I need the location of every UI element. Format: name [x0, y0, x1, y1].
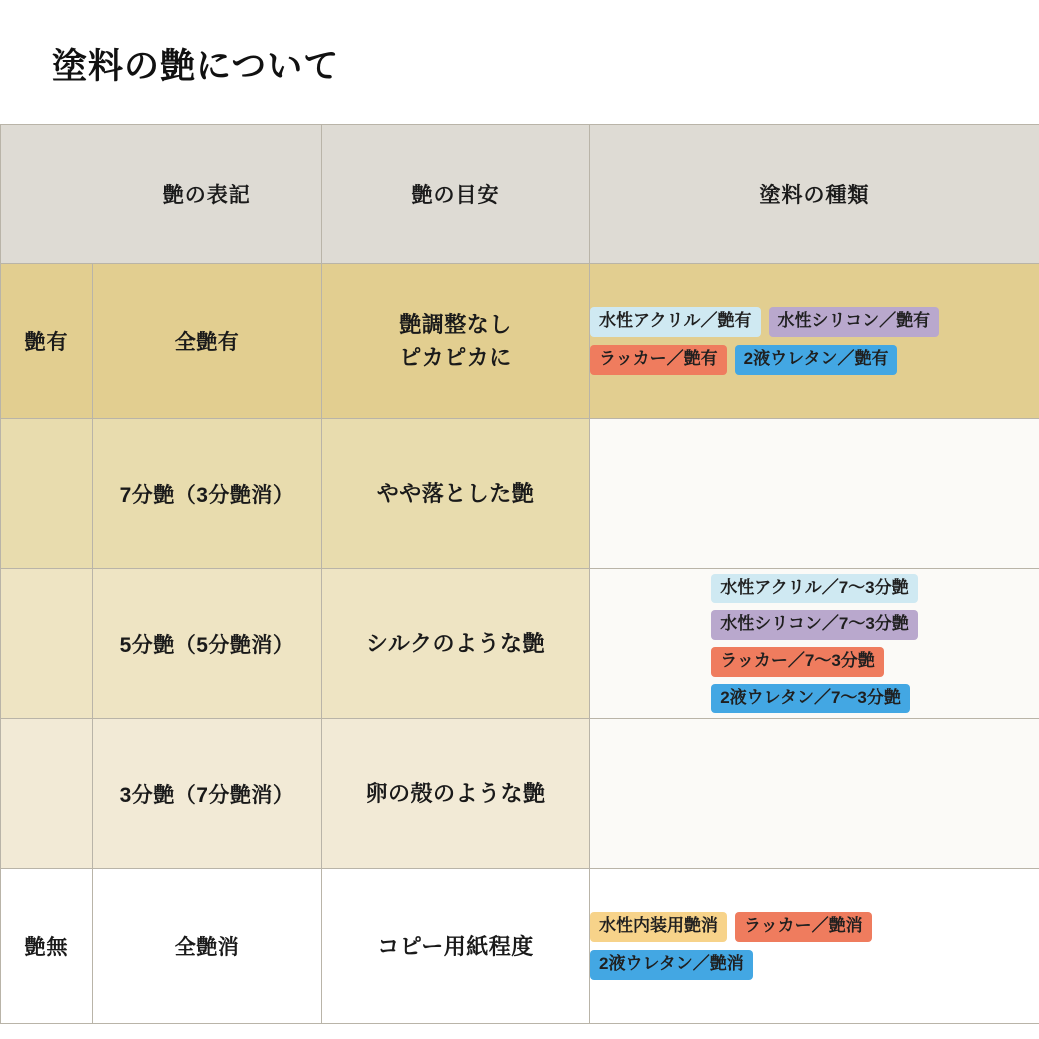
row-paints: [590, 869, 1039, 1024]
paint-chip: 水性アクリル／艶有: [590, 307, 761, 337]
row-paints: [590, 419, 1039, 569]
row-paints: [590, 264, 1039, 419]
paint-chip: ラッカー／7〜3分艶: [711, 647, 884, 677]
paint-chip: ラッカー／艶有: [590, 345, 727, 375]
row-notation: 5分艶（5分艶消）: [93, 569, 322, 719]
paint-chip: 2液ウレタン／7〜3分艶: [711, 684, 910, 714]
header-cell-blank: [1, 125, 93, 264]
paint-chip: ラッカー／艶消: [735, 912, 872, 942]
row-paints: [590, 569, 1039, 719]
row-category: 艶無: [1, 869, 93, 1024]
row-guide: やや落とした艶: [322, 419, 590, 569]
paint-chip: 水性シリコン／7〜3分艶: [711, 610, 918, 640]
header-cell-paint-type: 塗料の種類: [590, 125, 1039, 264]
paint-chip: 水性シリコン／艶有: [769, 307, 940, 337]
row-category: [1, 419, 93, 569]
row-guide: [322, 264, 590, 419]
paint-chip: 水性アクリル／7〜3分艶: [711, 574, 917, 604]
table-row: [1, 264, 1039, 419]
row-notation: 7分艶（3分艶消）: [93, 419, 322, 569]
table-row: [1, 419, 1039, 569]
guide-line: 艶調整なし: [399, 312, 512, 337]
row-notation: 全艶有: [93, 264, 322, 419]
header-cell-notation: 艶の表記: [93, 125, 322, 264]
row-guide: シルクのような艶: [322, 569, 590, 719]
row-guide: 卵の殻のような艶: [322, 719, 590, 869]
header-row: [1, 125, 1039, 264]
row-paints: [590, 719, 1039, 869]
paint-chip-group: [590, 574, 1039, 714]
row-category: 艶有: [1, 264, 93, 419]
header-cell-guide: 艶の目安: [322, 125, 590, 264]
table-row: [1, 869, 1039, 1024]
table-row: [1, 719, 1039, 869]
table-row: [1, 569, 1039, 719]
table-header: [1, 125, 1039, 264]
row-category: [1, 719, 93, 869]
page-title: 塗料の艶について: [52, 47, 340, 86]
paint-chip-group: [590, 912, 1039, 979]
row-notation: 3分艶（7分艶消）: [93, 719, 322, 869]
row-guide: コピー用紙程度: [322, 869, 590, 1024]
paint-chip: 水性内装用艶消: [590, 912, 727, 942]
paint-chip: 2液ウレタン／艶消: [590, 950, 753, 980]
paint-chip-group: [590, 307, 1039, 374]
paint-chip: 2液ウレタン／艶有: [735, 345, 898, 375]
guide-line: ピカピカに: [399, 345, 512, 370]
gloss-table: [0, 124, 1039, 1024]
table-body: [1, 264, 1039, 1024]
row-notation: 全艶消: [93, 869, 322, 1024]
row-category: [1, 569, 93, 719]
